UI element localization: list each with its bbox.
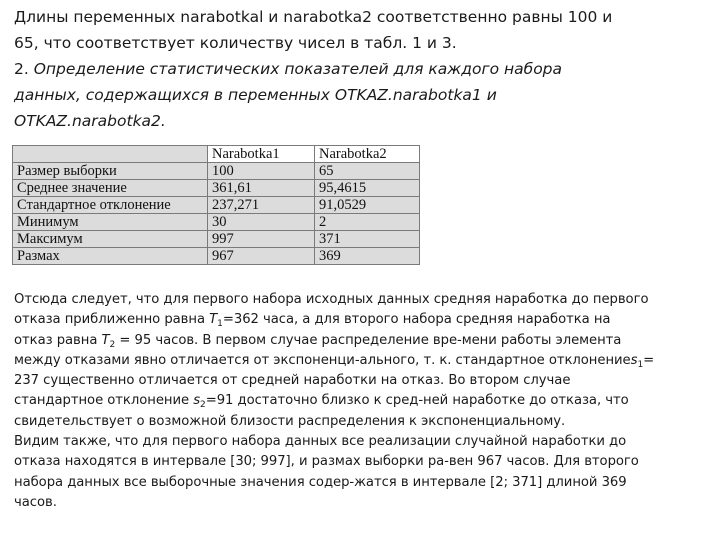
symbol-T: T xyxy=(101,332,110,348)
body-line: свидетельствует о возможной близости распределения к экспоненциальному. xyxy=(14,413,566,429)
table-cell: Размах xyxy=(13,248,208,265)
text-run: стандартное отклонение xyxy=(14,393,194,409)
table-row xyxy=(13,214,420,231)
subscript: 2 xyxy=(109,339,116,350)
body-paragraph xyxy=(14,290,714,513)
body-line: 237 существенно отличается от средней наработки на отказ. Во втором случае xyxy=(14,373,571,389)
subscript: 2 xyxy=(200,400,206,411)
table-cell: Максимум xyxy=(13,231,208,248)
section-number: 2. xyxy=(14,60,29,78)
body-line: Видим также, что для первого набора данных все реализации случайной наработки до xyxy=(14,434,627,450)
table-cell: 2 xyxy=(315,214,420,231)
table-cell: Минимум xyxy=(13,214,208,231)
text-run: между отказами явно отличается от экспоненци-ального, т. к. стандартное отклонение xyxy=(14,352,631,368)
symbol-s: s xyxy=(193,393,201,409)
body-line: отказа находятся в интервале [30; 997], и размах выборки ра-вен 967 часов. Для второго xyxy=(14,454,639,470)
text-run: =91 достаточно близко к сред-ней наработке до отказа, что xyxy=(205,393,629,409)
table-header-cell: Narabotka2 xyxy=(315,146,420,163)
table-cell: 95,4615 xyxy=(315,180,420,197)
table-cell: 30 xyxy=(208,214,315,231)
table-row xyxy=(13,231,420,248)
table-header-cell: Narabotka1 xyxy=(208,146,315,163)
intro-line-1: Длины переменных narabotkal и narabotka2 соответственно равны 100 и xyxy=(14,8,613,26)
subscript: 1 xyxy=(637,359,644,370)
table-header-cell xyxy=(13,146,208,163)
table-cell: 361,61 xyxy=(208,180,315,197)
table-cell: 100 xyxy=(208,163,315,180)
table-cell: 369 xyxy=(315,248,420,265)
section-heading xyxy=(14,56,704,134)
body-line xyxy=(14,331,714,351)
table-row xyxy=(13,163,420,180)
intro-paragraph xyxy=(14,4,704,56)
table-cell: 237,271 xyxy=(208,197,315,214)
text-run: отказ равна xyxy=(14,332,102,348)
subscript: 1 xyxy=(217,319,223,330)
table-header-row xyxy=(13,146,420,163)
table-cell: Стандартное отклонение xyxy=(13,197,208,214)
section-line-1: Определение статистических показателей для каждого набора xyxy=(28,60,563,78)
text-run: =362 часа, а для второго набора средняя наработка на xyxy=(222,312,611,328)
table-cell: 91,0529 xyxy=(315,197,420,214)
symbol-s: s xyxy=(630,352,638,368)
body-line xyxy=(14,391,714,411)
table-cell: 371 xyxy=(315,231,420,248)
stats-table xyxy=(12,145,420,265)
table-cell: 65 xyxy=(315,163,420,180)
section-line-3: OTKAZ.narabotka2. xyxy=(14,112,166,130)
intro-line-2: 65, что соответствует количеству чисел в табл. 1 и 3. xyxy=(14,34,457,52)
table-cell: Размер выборки xyxy=(13,163,208,180)
body-line xyxy=(14,351,714,371)
body-line: Отсюда следует, что для первого набора исходных данных средняя наработка до первого xyxy=(14,292,649,307)
body-line xyxy=(14,310,714,330)
body-line: часов. xyxy=(14,494,57,510)
table-row xyxy=(13,248,420,265)
table-row xyxy=(13,180,420,197)
text-run: = 95 часов. В первом случае распределение вре-мени работы элемента xyxy=(115,332,622,348)
section-line-2: данных, содержащихся в переменных OTKAZ.narabotka1 и xyxy=(14,86,497,104)
table-cell: 997 xyxy=(208,231,315,248)
table-row xyxy=(13,197,420,214)
body-line: набора данных все выборочные значения содер-жатся в интервале [2; 371] длиной 369 xyxy=(14,474,627,490)
table-cell: 967 xyxy=(208,248,315,265)
text-run: = xyxy=(643,352,655,368)
text-run: отказа приближенно равна xyxy=(14,312,210,328)
table-cell: Среднее значение xyxy=(13,180,208,197)
symbol-T: T xyxy=(209,312,218,328)
